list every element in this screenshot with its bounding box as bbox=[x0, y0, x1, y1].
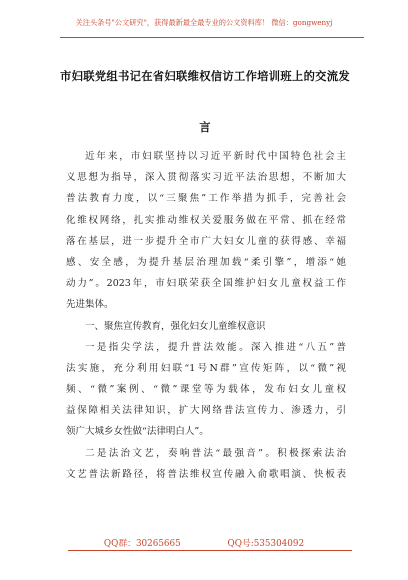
paragraph-line: 文艺普法新路径，将普法维权宣传融入俞歌唱演、快板表 bbox=[66, 468, 346, 480]
paragraph-line: 义思想为指导，深入贯彻落实习近平法治思想，不断加大 bbox=[66, 172, 346, 184]
paragraph-line: 感、安全感，为提升基层治理加载“柔引擎”，增添“她 bbox=[66, 256, 346, 268]
paragraph-line: 领广大城乡女性做“法律明白人”。 bbox=[66, 426, 209, 438]
paragraph-line: 先进集体。 bbox=[66, 299, 114, 311]
footer-contact bbox=[0, 536, 408, 549]
document-body bbox=[66, 146, 346, 485]
paragraph-line: 频、“微”案例、“微”课堂等为载体，发布妇女儿童权 bbox=[66, 384, 346, 396]
footer-qq-group: QQ群：30265665 bbox=[103, 539, 181, 549]
paragraph-line: 普法教育力度，以“三聚焦”工作举措为抓手，完善社会 bbox=[66, 193, 346, 205]
footer-divider bbox=[68, 550, 352, 551]
paragraph-line: 落在基层，进一步提升全市广大妇女儿童的获得感、幸福 bbox=[66, 235, 346, 247]
header-banner: 关注头条号"公文研究"，获得最新最全最专业的公文资料库！ 微信：gongwenyj bbox=[75, 18, 333, 27]
footer-qq-number: QQ号:535304092 bbox=[227, 539, 305, 549]
paragraph-line: 近年来，市妇联坚持以习近平新时代中国特色社会主 bbox=[85, 151, 346, 162]
paragraph-line: 一是指尖学法，提升普法效能。深入推进“八五”普 bbox=[85, 341, 346, 353]
paragraph-line: 动力”。2023年，市妇联荣获全国维护妇女儿童权益工作 bbox=[66, 278, 346, 290]
document-title-line1: 市妇联党组书记在省妇联维权信访工作培训班上的交流发 bbox=[60, 69, 350, 83]
paragraph-line: 益保障相关法律知识，扩大网络普法宣传力、渗透力，引 bbox=[66, 405, 346, 417]
paragraph-line: 化维权网络，扎实推动维权关爱服务做在平常、抓在经常 bbox=[66, 214, 346, 226]
header-divider bbox=[60, 37, 364, 38]
paragraph-line: 二是法治文艺，奏响普法“最强音”。积极探索法治 bbox=[85, 447, 346, 459]
paragraph-line: 法实施，充分利用妇联“1号N群”宣传矩阵，以“微”视 bbox=[66, 362, 346, 374]
section-heading: 一、聚焦宣传教育，强化妇女儿童维权意识 bbox=[85, 320, 266, 332]
document-title-line2: 言 bbox=[199, 120, 211, 134]
